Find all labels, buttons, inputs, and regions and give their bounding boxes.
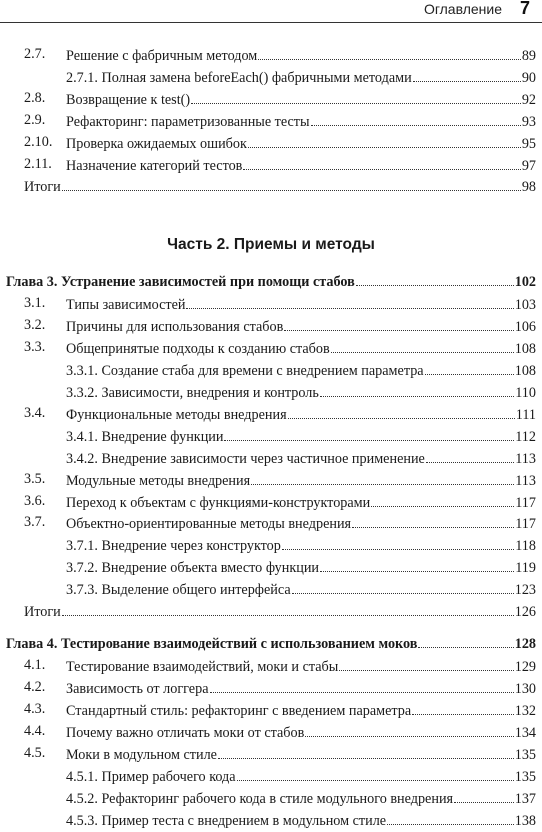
toc-entry-title: Решение с фабричным методом: [66, 48, 258, 64]
dot-leader: [224, 425, 514, 441]
toc-entry-page: 97: [521, 157, 536, 174]
toc-entry-page: 92: [521, 91, 536, 108]
dot-leader: [339, 655, 513, 671]
toc-entry-number: 3.4.: [24, 404, 46, 421]
header-page-number: 7: [519, 0, 530, 18]
toc-entry-number: 3.2.: [24, 317, 46, 334]
toc-entry-title: Тестирование взаимодействий, моки и стабы: [66, 659, 339, 676]
toc-entry: [0, 132, 542, 153]
toc-entry-number: 4.3.: [24, 701, 46, 718]
toc-entry-page: 113: [515, 450, 536, 467]
toc-entry: [0, 88, 542, 109]
toc-entry-page: 130: [514, 681, 536, 698]
dot-leader: [352, 512, 514, 528]
dot-leader: [292, 578, 514, 594]
toc-entry-page: 134: [514, 725, 536, 742]
toc-entry-page: 137: [514, 790, 536, 807]
toc-entry-title: Причины для использования стабов: [66, 319, 284, 336]
toc-entry-number: 2.9.: [24, 111, 46, 128]
toc-entry-title: 4.5.3. Пример теста с внедрением в модульном стиле: [66, 812, 387, 829]
toc-entry-number: 4.2.: [24, 679, 46, 696]
toc-entry: [0, 721, 542, 742]
toc-entry-title: 3.7.1. Внедрение через конструктор: [66, 538, 281, 555]
running-header: [0, 0, 542, 24]
toc-entry-title: Объектно-ориентированные методы внедрения: [66, 516, 352, 533]
toc-entry: [0, 381, 542, 402]
dot-leader: [412, 699, 514, 715]
dot-leader: [425, 359, 514, 375]
toc-entry: [0, 469, 542, 490]
toc-entry: [0, 600, 542, 621]
toc-entry: [0, 110, 542, 131]
toc-entry-title: Функциональные методы внедрения: [66, 406, 287, 423]
toc-entry: [0, 175, 542, 196]
toc-entry-number: 4.1.: [24, 657, 46, 674]
dot-leader: [258, 44, 521, 60]
dot-leader: [311, 110, 521, 126]
dot-leader: [371, 491, 514, 507]
toc-entry: [0, 154, 542, 175]
dot-leader: [251, 469, 514, 485]
toc-entry: [0, 315, 542, 336]
toc-entry-title: 2.7.1. Полная замена beforeEach() фабричными методами: [66, 69, 412, 86]
toc-entry: [0, 655, 542, 676]
toc-entry: [0, 359, 542, 380]
toc-entry: [0, 337, 542, 358]
toc-entry-title: Рефакторинг: параметризованные тесты: [66, 113, 310, 130]
toc-entry-title: Итоги: [24, 604, 61, 620]
toc-entry: [0, 765, 542, 786]
dot-leader: [288, 403, 515, 419]
toc-entry-number: 2.10.: [24, 133, 53, 150]
toc-entry-page: 129: [514, 659, 536, 676]
toc-entry: [0, 699, 542, 720]
dot-leader: [218, 743, 514, 759]
dot-leader: [413, 66, 521, 82]
dot-leader: [387, 809, 514, 825]
dot-leader: [186, 293, 513, 309]
dot-leader: [331, 337, 514, 353]
toc-entry-page: 112: [515, 428, 536, 445]
part-title: Часть 2. Приемы и методы: [167, 236, 375, 253]
dot-leader: [210, 677, 514, 693]
toc-entry-title: Зависимость от логгера: [66, 681, 209, 698]
toc-entry-number: 3.1.: [24, 295, 46, 312]
toc-entry-page: 118: [515, 538, 536, 555]
toc-entry-page: 108: [514, 341, 536, 358]
toc-entry-title: Типы зависимостей: [66, 297, 186, 314]
toc-entry-number: 3.3.: [24, 339, 46, 356]
toc-entry-page: 113: [515, 472, 536, 489]
toc-entry-page: 123: [514, 582, 536, 599]
toc-entry-title: 4.5.1. Пример рабочего кода: [66, 768, 236, 785]
toc-entry: [0, 447, 542, 468]
toc-entry-title: Назначение категорий тестов: [66, 157, 243, 174]
toc-entry-page: 106: [514, 319, 536, 336]
toc-entry-title: Модульные методы внедрения: [66, 472, 251, 489]
toc-entry: [0, 403, 542, 424]
toc-entry: [0, 677, 542, 698]
toc-entry-page: 102: [514, 274, 536, 290]
toc-entry-page: 117: [515, 494, 536, 511]
toc-entry-page: 132: [514, 703, 536, 720]
header-title: Оглавление: [423, 1, 502, 17]
toc-entry-title: Итоги: [24, 179, 61, 196]
toc-entry-page: 135: [514, 768, 536, 785]
toc-entry: [0, 787, 542, 808]
dot-leader: [282, 534, 514, 550]
header-rule: [0, 22, 542, 23]
toc-entry-title: 3.3.2. Зависимости, внедрения и контроль: [66, 385, 319, 401]
toc-entry-title: Глава 3. Устранение зависимостей при помощи стабов: [6, 274, 355, 290]
toc-entry-title: Возвращение к test(): [66, 91, 191, 108]
toc-entry-page: 103: [514, 297, 536, 314]
toc-entry-title: Общепринятые подходы к созданию стабов: [66, 341, 330, 358]
dot-leader: [62, 175, 521, 191]
toc-entry-page: 117: [515, 516, 536, 533]
dot-leader: [248, 132, 521, 148]
dot-leader: [454, 787, 514, 803]
toc-entry-page: 90: [521, 69, 536, 86]
toc-entry-title: Глава 4. Тестирование взаимодействий с использованием моков: [6, 636, 418, 652]
toc-entry-number: 2.7.: [24, 46, 46, 62]
toc-entry-page: 138: [514, 812, 536, 829]
toc-entry: [0, 425, 542, 446]
toc-entry-page: 95: [521, 135, 536, 152]
toc-entry-title: 3.7.3. Выделение общего интерфейса: [66, 582, 291, 599]
toc-entry-number: 3.5.: [24, 470, 46, 487]
dot-leader: [356, 270, 514, 286]
dot-leader: [320, 381, 514, 397]
toc-entry-number: 3.6.: [24, 492, 46, 509]
dot-leader: [284, 315, 513, 331]
toc-entry-title: 3.7.2. Внедрение объекта вместо функции: [66, 560, 320, 577]
toc-entry-title: 3.3.1. Создание стаба для времени с внедрением параметра: [66, 363, 424, 380]
toc-entry-title: Моки в модульном стиле: [66, 747, 217, 763]
toc-entry-page: 119: [515, 560, 536, 577]
toc-entry-title: Проверка ожидаемых ошибок: [66, 135, 247, 152]
toc-entry: [0, 512, 542, 533]
toc-entry-page: 110: [515, 385, 536, 401]
chapter-heading: [0, 270, 542, 291]
dot-leader: [305, 721, 513, 737]
toc-entry: [0, 491, 542, 512]
toc-entry: [0, 809, 542, 830]
dot-leader: [62, 600, 514, 616]
toc-entry-page: 111: [515, 406, 536, 423]
toc-entry-title: 3.4.2. Внедрение зависимости через частичное применение: [66, 450, 425, 467]
toc-entry-title: Почему важно отличать моки от стабов: [66, 725, 305, 742]
dot-leader: [243, 154, 520, 170]
toc-entry-number: 2.8.: [24, 89, 46, 106]
dot-leader: [418, 632, 513, 648]
toc-entry: [0, 66, 542, 87]
toc-entry-page: 135: [514, 747, 536, 763]
toc-entry-page: 108: [514, 363, 536, 380]
toc-entry-page: 89: [521, 48, 536, 64]
dot-leader: [237, 765, 514, 781]
toc-entry-title: Переход к объектам с функциями-конструкторами: [66, 494, 371, 511]
toc-entry-title: 3.4.1. Внедрение функции: [66, 428, 224, 445]
toc-entry-number: 2.11.: [24, 155, 52, 172]
toc-entry: [0, 743, 542, 764]
toc-entry-number: 4.4.: [24, 723, 46, 740]
toc-entry: [0, 578, 542, 599]
toc-entry-title: 4.5.2. Рефакторинг рабочего кода в стиле модульного внедрения: [66, 790, 454, 807]
chapter-heading: [0, 632, 542, 653]
toc-entry: [0, 556, 542, 577]
toc-entry: [0, 293, 542, 314]
toc-entry: [0, 534, 542, 555]
toc-entry: [0, 44, 542, 65]
toc-entry-page: 98: [521, 179, 536, 196]
toc-entry-page: 126: [514, 604, 536, 620]
toc-entry-title: Стандартный стиль: рефакторинг с введением параметра: [66, 703, 412, 720]
toc-entry-page: 93: [521, 113, 536, 130]
dot-leader: [191, 88, 521, 104]
dot-leader: [320, 556, 514, 572]
dot-leader: [426, 447, 514, 463]
toc-entry-number: 4.5.: [24, 745, 46, 761]
toc-entry-number: 3.7.: [24, 514, 46, 531]
toc-entry-page: 128: [514, 636, 536, 652]
